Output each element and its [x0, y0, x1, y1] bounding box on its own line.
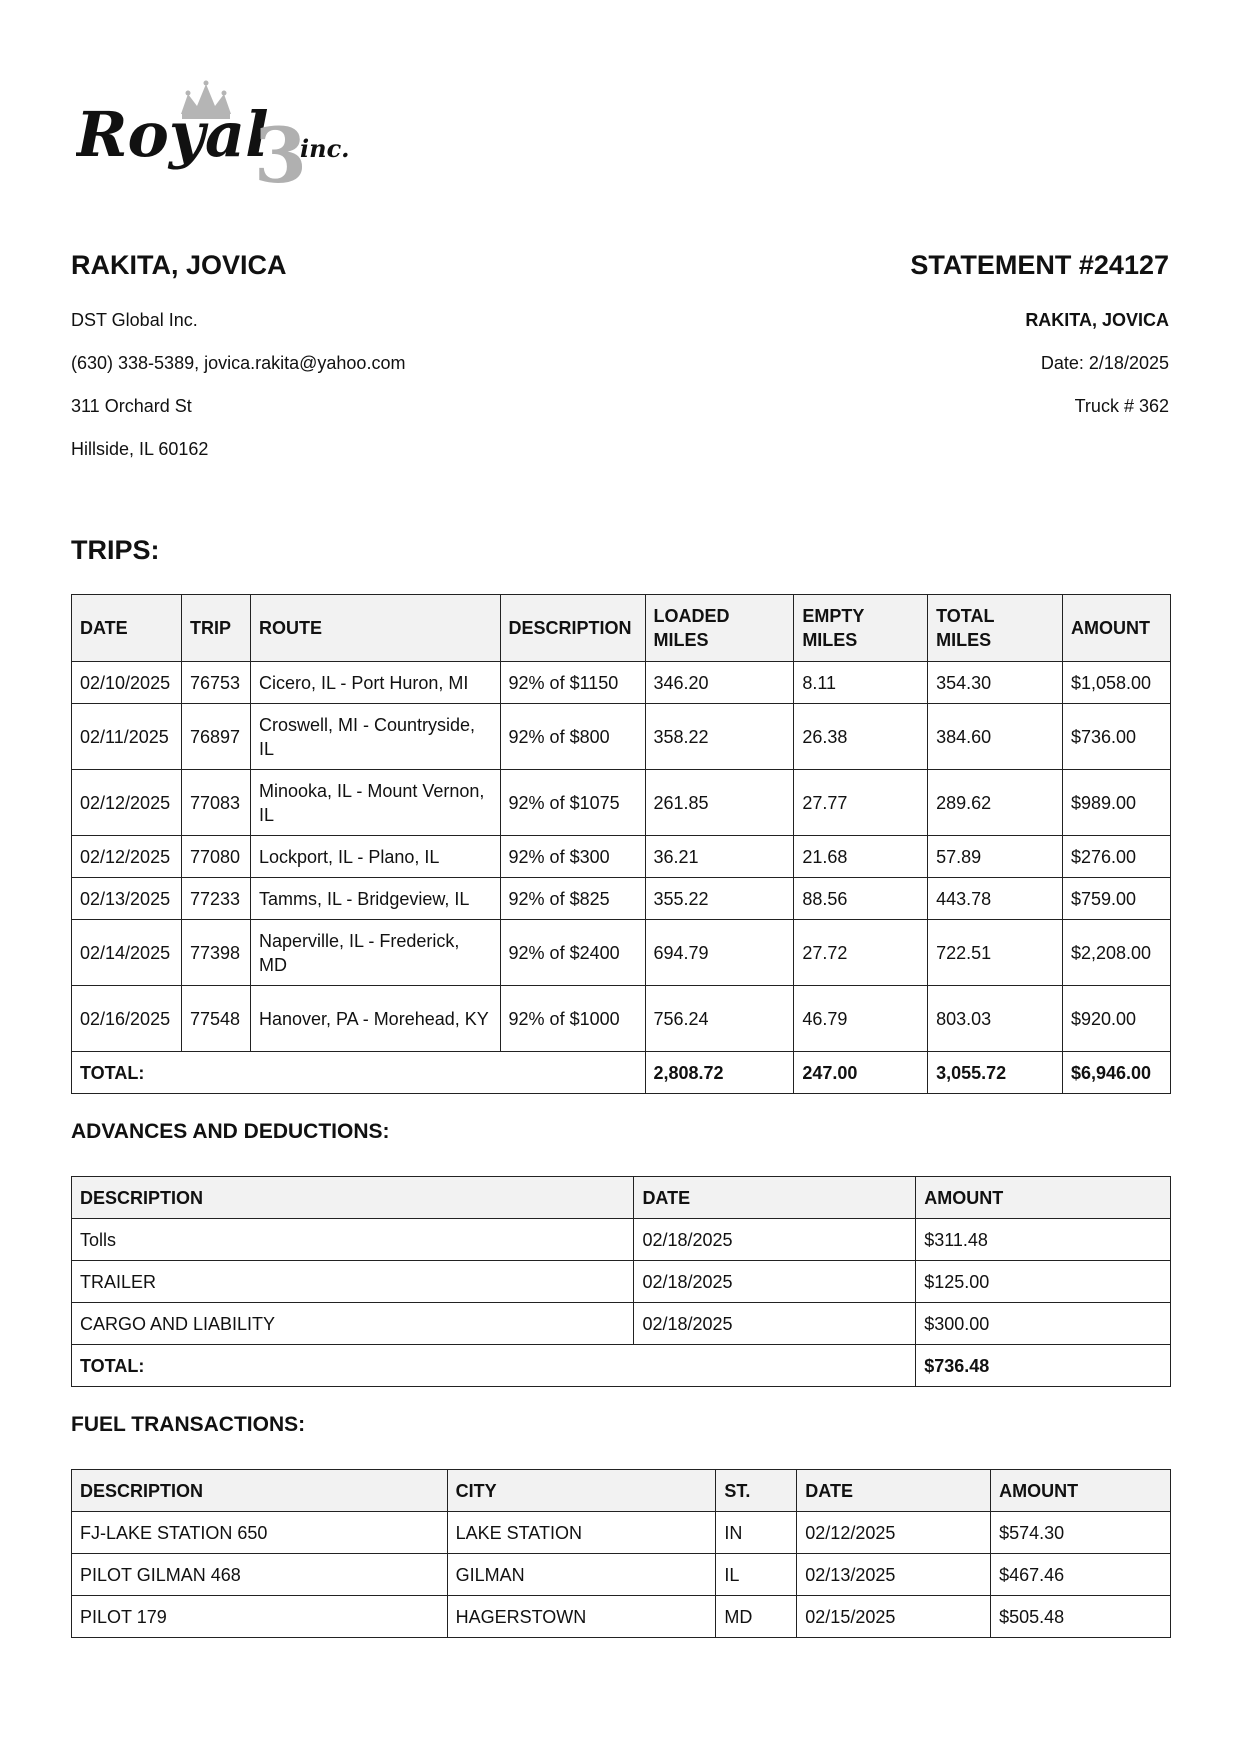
- deduction-amount: $125.00: [916, 1261, 1171, 1303]
- trip-route: Tamms, IL - Bridgeview, IL: [250, 878, 500, 920]
- table-row: [72, 704, 1171, 770]
- fuel-state: MD: [716, 1596, 797, 1638]
- col-amount-header: AMOUNT: [991, 1470, 1171, 1512]
- trip-empty-miles: 26.38: [794, 704, 928, 770]
- trip-number: 77083: [181, 770, 250, 836]
- trip-total-miles: 803.03: [928, 986, 1063, 1052]
- trip-loaded-miles: 756.24: [645, 986, 794, 1052]
- deduction-amount: $311.48: [916, 1219, 1171, 1261]
- fuel-state: IN: [716, 1512, 797, 1554]
- deduction-amount: $300.00: [916, 1303, 1171, 1345]
- table-row: [72, 1261, 1171, 1303]
- trip-date: 02/10/2025: [72, 662, 182, 704]
- trip-empty-miles: 27.72: [794, 920, 928, 986]
- trips-total-miles: 3,055.72: [928, 1052, 1063, 1094]
- table-row: [72, 836, 1171, 878]
- driver-address-line1: 311 Orchard St: [71, 396, 192, 416]
- trips-total-loaded: 2,808.72: [645, 1052, 794, 1094]
- col-state-header: ST.: [716, 1470, 797, 1512]
- statement-number-heading: STATEMENT #24127: [910, 250, 1169, 280]
- trip-description: 92% of $2400: [500, 920, 645, 986]
- trip-number: 77398: [181, 920, 250, 986]
- table-row: [72, 662, 1171, 704]
- col-route-header: ROUTE: [250, 595, 500, 662]
- deduction-description: TRAILER: [72, 1261, 634, 1303]
- table-row: [72, 1596, 1171, 1638]
- trips-total-amount: $6,946.00: [1062, 1052, 1170, 1094]
- fuel-date: 02/15/2025: [797, 1596, 991, 1638]
- col-trip-header: TRIP: [181, 595, 250, 662]
- deduction-date: 02/18/2025: [634, 1303, 916, 1345]
- trips-total-row: [72, 1052, 1171, 1094]
- trip-date: 02/11/2025: [72, 704, 182, 770]
- trip-date: 02/13/2025: [72, 878, 182, 920]
- trip-number: 76753: [181, 662, 250, 704]
- col-amount-header: AMOUNT: [916, 1177, 1171, 1219]
- fuel-description: FJ-LAKE STATION 650: [72, 1512, 448, 1554]
- deduction-description: CARGO AND LIABILITY: [72, 1303, 634, 1345]
- fuel-state: IL: [716, 1554, 797, 1596]
- trip-route: Cicero, IL - Port Huron, MI: [250, 662, 500, 704]
- svg-text:Royal: Royal: [76, 98, 269, 171]
- trip-description: 92% of $300: [500, 836, 645, 878]
- col-amount-header: AMOUNT: [1062, 595, 1170, 662]
- statement-date: Date: 2/18/2025: [1040, 353, 1169, 373]
- table-row: [72, 986, 1171, 1052]
- col-city-header: CITY: [447, 1470, 716, 1512]
- trip-date: 02/12/2025: [72, 770, 182, 836]
- deductions-total-row: [72, 1345, 1171, 1387]
- trip-description: 92% of $800: [500, 704, 645, 770]
- driver-company: DST Global Inc.: [71, 310, 198, 330]
- trips-total-empty: 247.00: [794, 1052, 928, 1094]
- trip-empty-miles: 27.77: [794, 770, 928, 836]
- fuel-date: 02/12/2025: [797, 1512, 991, 1554]
- deductions-total-amount: $736.48: [916, 1345, 1171, 1387]
- table-row: [72, 920, 1171, 986]
- trips-total-label: TOTAL:: [72, 1052, 646, 1094]
- table-row: [72, 1219, 1171, 1261]
- table-row: [72, 770, 1171, 836]
- deductions-total-label: TOTAL:: [72, 1345, 916, 1387]
- fuel-table: [71, 1469, 1171, 1638]
- driver-contact: (630) 338-5389, jovica.rakita@yahoo.com: [71, 353, 406, 373]
- statement-truck: Truck # 362: [1074, 396, 1169, 416]
- crown-logo-icon: [76, 76, 386, 196]
- col-description-header: DESCRIPTION: [500, 595, 645, 662]
- statement-driver-name: RAKITA, JOVICA: [1025, 310, 1169, 330]
- svg-text:inc.: inc.: [300, 134, 350, 163]
- trip-amount: $2,208.00: [1062, 920, 1170, 986]
- trips-section-title: TRIPS:: [71, 535, 160, 565]
- trip-total-miles: 354.30: [928, 662, 1063, 704]
- deductions-table: [71, 1176, 1171, 1387]
- deduction-date: 02/18/2025: [634, 1261, 916, 1303]
- trip-total-miles: 289.62: [928, 770, 1063, 836]
- trip-amount: $989.00: [1062, 770, 1170, 836]
- trip-loaded-miles: 694.79: [645, 920, 794, 986]
- fuel-city: LAKE STATION: [447, 1512, 716, 1554]
- trip-loaded-miles: 36.21: [645, 836, 794, 878]
- trip-amount: $759.00: [1062, 878, 1170, 920]
- col-description-header: DESCRIPTION: [72, 1470, 448, 1512]
- trip-route: Hanover, PA - Morehead, KY: [250, 986, 500, 1052]
- trip-total-miles: 443.78: [928, 878, 1063, 920]
- trip-amount: $1,058.00: [1062, 662, 1170, 704]
- trip-description: 92% of $1075: [500, 770, 645, 836]
- trips-header-row: [72, 595, 1171, 662]
- col-empty-miles-header: EMPTY MILES: [794, 595, 928, 662]
- trip-total-miles: 57.89: [928, 836, 1063, 878]
- trip-date: 02/12/2025: [72, 836, 182, 878]
- col-loaded-miles-header: LOADED MILES: [645, 595, 794, 662]
- trip-empty-miles: 88.56: [794, 878, 928, 920]
- trip-number: 77548: [181, 986, 250, 1052]
- trips-table: [71, 594, 1171, 1094]
- trip-amount: $276.00: [1062, 836, 1170, 878]
- fuel-description: PILOT 179: [72, 1596, 448, 1638]
- fuel-date: 02/13/2025: [797, 1554, 991, 1596]
- trip-number: 77080: [181, 836, 250, 878]
- deduction-description: Tolls: [72, 1219, 634, 1261]
- svg-text:3: 3: [254, 111, 307, 196]
- trip-description: 92% of $1150: [500, 662, 645, 704]
- col-description-header: DESCRIPTION: [72, 1177, 634, 1219]
- trip-total-miles: 384.60: [928, 704, 1063, 770]
- col-total-miles-header: TOTAL MILES: [928, 595, 1063, 662]
- trip-loaded-miles: 346.20: [645, 662, 794, 704]
- col-date-header: DATE: [634, 1177, 916, 1219]
- fuel-description: PILOT GILMAN 468: [72, 1554, 448, 1596]
- trip-amount: $736.00: [1062, 704, 1170, 770]
- trip-loaded-miles: 358.22: [645, 704, 794, 770]
- table-row: [72, 1303, 1171, 1345]
- trip-route: Croswell, MI - Countryside, IL: [250, 704, 500, 770]
- trip-empty-miles: 46.79: [794, 986, 928, 1052]
- fuel-header-row: [72, 1470, 1171, 1512]
- trip-description: 92% of $825: [500, 878, 645, 920]
- table-row: [72, 1512, 1171, 1554]
- trip-date: 02/14/2025: [72, 920, 182, 986]
- trip-route: Naperville, IL - Frederick, MD: [250, 920, 500, 986]
- trip-loaded-miles: 261.85: [645, 770, 794, 836]
- fuel-amount: $467.46: [991, 1554, 1171, 1596]
- fuel-amount: $574.30: [991, 1512, 1171, 1554]
- trip-route: Lockport, IL - Plano, IL: [250, 836, 500, 878]
- fuel-section-title: FUEL TRANSACTIONS:: [71, 1413, 306, 1436]
- fuel-city: GILMAN: [447, 1554, 716, 1596]
- table-row: [72, 1554, 1171, 1596]
- trip-total-miles: 722.51: [928, 920, 1063, 986]
- col-date-header: DATE: [797, 1470, 991, 1512]
- deductions-section-title: ADVANCES AND DEDUCTIONS:: [71, 1120, 390, 1143]
- company-logo: [76, 76, 386, 196]
- deductions-header-row: [72, 1177, 1171, 1219]
- trip-loaded-miles: 355.22: [645, 878, 794, 920]
- col-date-header: DATE: [72, 595, 182, 662]
- trip-number: 77233: [181, 878, 250, 920]
- trip-amount: $920.00: [1062, 986, 1170, 1052]
- table-row: [72, 878, 1171, 920]
- fuel-amount: $505.48: [991, 1596, 1171, 1638]
- driver-name-heading: RAKITA, JOVICA: [71, 250, 287, 280]
- trip-empty-miles: 21.68: [794, 836, 928, 878]
- deduction-date: 02/18/2025: [634, 1219, 916, 1261]
- trip-route: Minooka, IL - Mount Vernon, IL: [250, 770, 500, 836]
- trip-empty-miles: 8.11: [794, 662, 928, 704]
- trip-description: 92% of $1000: [500, 986, 645, 1052]
- driver-address-line2: Hillside, IL 60162: [71, 439, 209, 459]
- trip-number: 76897: [181, 704, 250, 770]
- fuel-city: HAGERSTOWN: [447, 1596, 716, 1638]
- trip-date: 02/16/2025: [72, 986, 182, 1052]
